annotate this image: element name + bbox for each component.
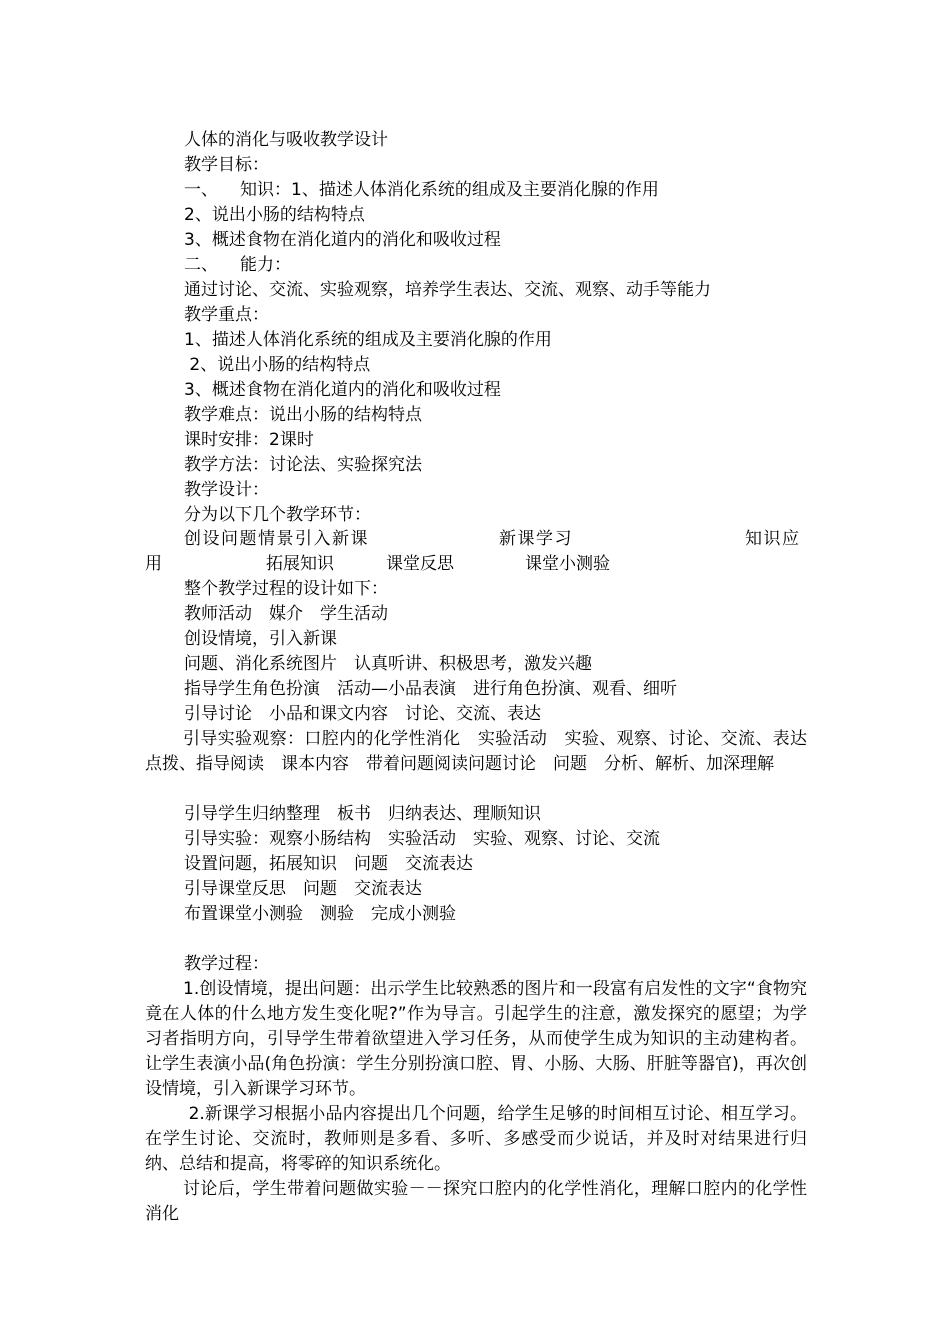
table-row: 问题、消化系统图片 认真听讲、积极思考，激发兴趣 xyxy=(184,654,592,674)
flow-step: 用 xyxy=(145,554,162,574)
key-item: 3、概述食物在消化道内的消化和吸收过程 xyxy=(184,380,501,400)
table-row: 布置课堂小测验 测验 完成小测验 xyxy=(184,904,456,924)
process-intro: 整个教学过程的设计如下： xyxy=(184,579,388,599)
paragraph: 1.创设情境，提出问题：出示学生比较熟悉的图片和一段富有启发性的文字“食物究竟在人体的什么地方发生变化呢?”作为导言。引起学生的注意，激发探究的愿望；为学习者指明方向，引导学生带着欲望进入学习任务，从而使学生成为知识的主动建构者。让学生表演小品(角色扮演：学生分别扮演口腔、胃、小肠、大肠、肝脏等器官)，再次创设情境，引入新课学习环节。 xyxy=(145,979,807,1099)
goal-ability-detail: 通过讨论、交流、实验观察，培养学生表达、交流、观察、动手等能力 xyxy=(184,280,711,300)
methods: 教学方法：讨论法、实验探究法 xyxy=(184,455,422,475)
table-row: 引导讨论 小品和课文内容 讨论、交流、表达 xyxy=(184,704,541,724)
goal-knowledge xyxy=(184,178,659,203)
flow-step: 创设问题情景引入新课 xyxy=(184,529,369,549)
table-row: 引导学生归纳整理 板书 归纳表达、理顺知识 xyxy=(184,804,541,824)
table-row: 引导实验观察：口腔内的化学性消化 实验活动 实验、观察、讨论、交流、表达点拨、指导阅读 课本内容 带着问题阅读问题讨论 问题 分析、解析、加深理解 xyxy=(145,729,807,774)
goal-number: 二、 xyxy=(184,255,218,275)
table-row: 引导课堂反思 问题 交流表达 xyxy=(184,879,422,899)
flow-step: 知识应 xyxy=(745,529,801,549)
table-row: 教师活动 媒介 学生活动 xyxy=(184,604,388,624)
paragraph: 讨论后，学生带着问题做实验－－探究口腔内的化学性消化，理解口腔内的化学性消化 xyxy=(145,1179,807,1224)
flow-line-2 xyxy=(145,552,807,577)
doc-title: 人体的消化与吸收教学设计 xyxy=(184,130,388,150)
goal-text: 知识：1、描述人体消化系统的组成及主要消化腺的作用 xyxy=(240,180,659,200)
flow-step: 新课学习 xyxy=(499,529,573,549)
key-heading: 教学重点： xyxy=(184,305,269,325)
goal-item: 2、说出小肠的结构特点 xyxy=(184,205,365,225)
process-heading: 教学过程： xyxy=(184,954,269,974)
paragraph: 2.新课学习根据小品内容提出几个问题，给学生足够的时间相互讨论、相互学习。在学生讨论、交流时，教师则是多看、多听、多感受而少说话，并及时对结果进行归纳、总结和提高，将零碎的知识系统化。 xyxy=(145,1104,807,1174)
goal-number: 一、 xyxy=(184,180,218,200)
goals-heading: 教学目标： xyxy=(184,155,269,175)
goal-item: 3、概述食物在消化道内的消化和吸收过程 xyxy=(184,230,501,250)
design-heading: 教学设计： xyxy=(184,480,269,500)
key-item: 2、说出小肠的结构特点 xyxy=(184,355,371,375)
flow-step: 课堂反思 xyxy=(386,554,454,574)
table-row: 设置问题，拓展知识 问题 交流表达 xyxy=(184,854,473,874)
flow-step: 拓展知识 xyxy=(266,554,334,574)
table-row: 创设情境，引入新课 xyxy=(184,629,337,649)
table-row: 指导学生角色扮演 活动—小品表演 进行角色扮演、观看、细听 xyxy=(184,679,677,699)
key-item: 1、描述人体消化系统的组成及主要消化腺的作用 xyxy=(184,330,552,350)
goal-text: 能力： xyxy=(240,255,291,275)
flow-step: 课堂小测验 xyxy=(525,554,610,574)
table-row: 引导实验：观察小肠结构 实验活动 实验、观察、讨论、交流 xyxy=(184,829,660,849)
flow-line-1 xyxy=(145,527,807,552)
segments-intro: 分为以下几个教学环节： xyxy=(184,505,371,525)
schedule: 课时安排：2课时 xyxy=(184,430,314,450)
difficulty: 教学难点：说出小肠的结构特点 xyxy=(184,405,422,425)
goal-ability xyxy=(184,253,291,278)
